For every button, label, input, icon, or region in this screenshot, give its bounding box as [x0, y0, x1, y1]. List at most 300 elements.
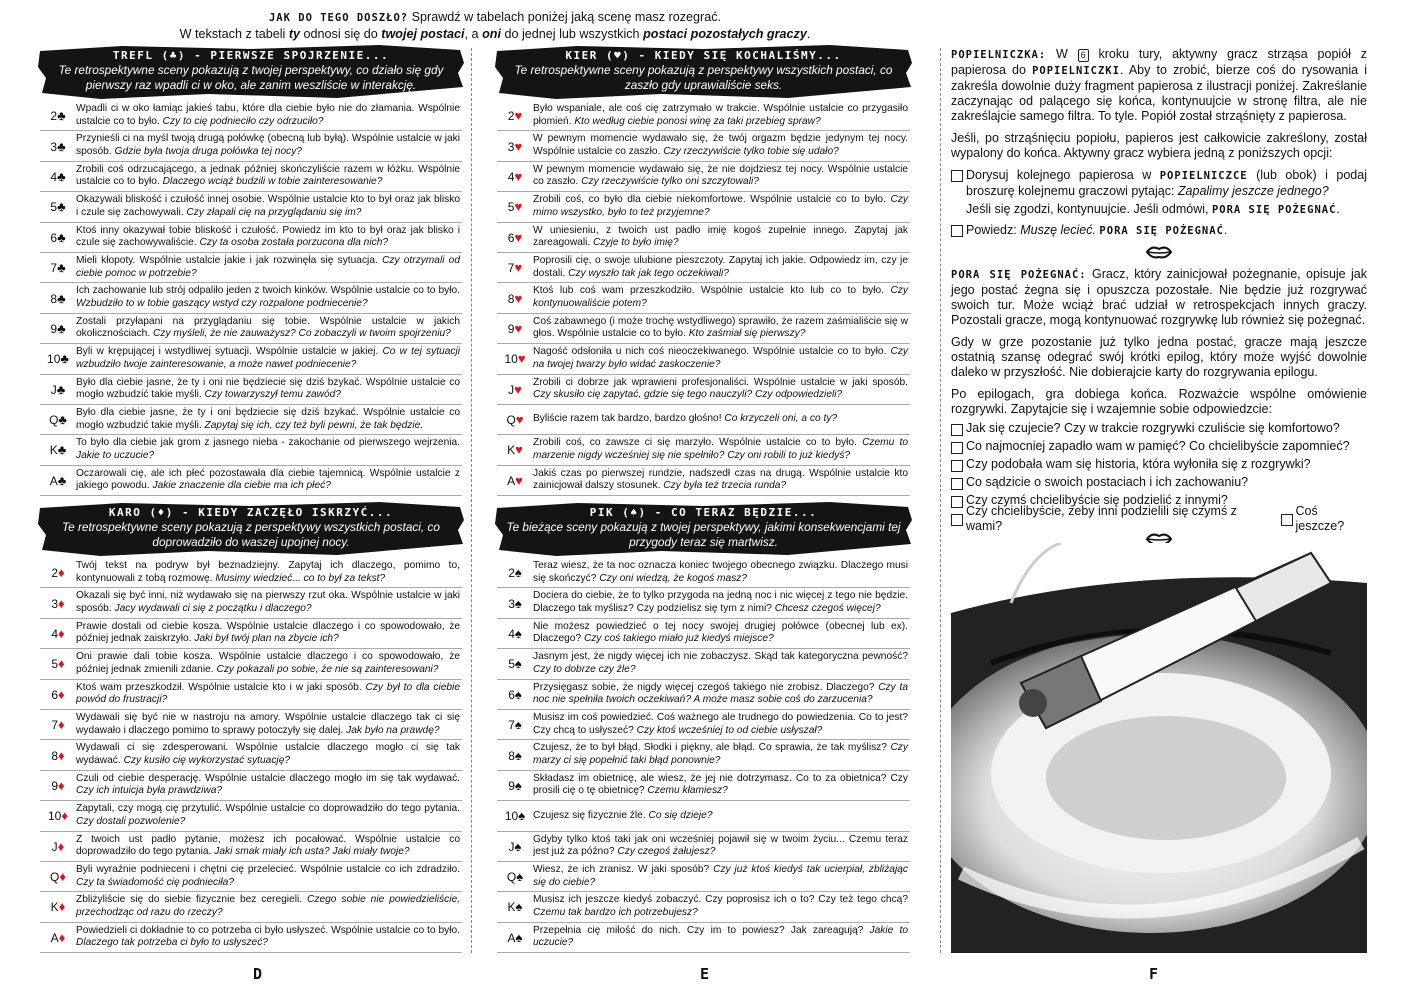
card-rank: 8	[51, 748, 59, 763]
option-question: Muszę lecieć.	[1020, 223, 1096, 237]
checkbox[interactable]	[951, 442, 963, 454]
debrief-question[interactable]	[951, 439, 1367, 454]
table-row	[40, 832, 462, 862]
scene-question: Jakie to uczucie?	[76, 449, 155, 461]
table-row	[497, 619, 910, 649]
scene-text	[76, 590, 462, 615]
card-rank: 9	[50, 321, 58, 336]
scene-description: W pewnym momencie wydawało się, że nie dojdziesz tej nocy. Wspólnie ustalcie co zaszło.	[533, 163, 908, 188]
club-icon: ♣	[57, 290, 66, 306]
table-row	[40, 223, 462, 253]
scene-question: Jaki był twój plan na zbycie ich?	[194, 633, 339, 645]
option-text-part: .	[1336, 202, 1340, 216]
scene-text	[533, 377, 910, 402]
spade-icon: ♠	[514, 656, 522, 672]
scene-question: Musimy wiedzieć... co to był za tekst?	[215, 572, 386, 584]
scene-description: Wiesz, że ich zranisz. W jaki sposób?	[533, 864, 710, 875]
card-label	[40, 139, 76, 154]
section-title: TREFL (♣) - PIERWSZE SPOJRZENIE...	[112, 49, 390, 62]
debrief-questions	[951, 421, 1367, 533]
card-label	[497, 199, 533, 214]
card-rank: 2	[50, 109, 58, 124]
card-label	[497, 839, 533, 854]
scene-text	[76, 864, 462, 889]
card-rank: 6	[51, 687, 59, 702]
scene-text	[533, 925, 910, 950]
scene-question: Czy to cię podnieciło czy odrzuciło?	[162, 115, 324, 127]
section-title: KIER (♥) - KIEDY SIĘ KOCHALIŚMY...	[565, 49, 842, 62]
card-rank: 3	[508, 596, 515, 611]
scene-text	[533, 682, 910, 707]
intro-oni: oni	[482, 27, 501, 41]
card-rank: 3	[51, 596, 59, 611]
card-label	[40, 565, 76, 580]
scene-description: Zrobili coś odrzucającego, a jednak później skończyliście razem w łóżku. Wspólnie ustalcie co to było.	[76, 163, 460, 188]
card-rank: 9	[51, 778, 59, 793]
scene-description: Przynieśli ci na myśl twoją drugą połówkę (obecną lub byłą). Wspólnie ustalcie w jaki sposób.	[76, 133, 460, 158]
scene-text	[76, 894, 462, 919]
scene-text	[533, 413, 839, 426]
question-text: Czy chcielibyście, żeby inni podzielili się czymś z wami?	[966, 503, 1237, 533]
card-label	[40, 260, 76, 275]
card-rank: 8	[50, 291, 58, 306]
card-rank: 4	[50, 169, 58, 184]
table-row	[497, 435, 910, 465]
intro	[0, 9, 990, 42]
diamond-icon: ♦	[58, 656, 65, 672]
spade-icon: ♠	[514, 747, 522, 763]
table-row	[497, 710, 910, 740]
card-label	[40, 442, 76, 457]
scene-question: Czy towarzyszył temu zawód?	[204, 389, 341, 401]
scene-text	[533, 103, 910, 128]
heart-icon: ♥	[514, 290, 523, 306]
scene-question: Czy już ktoś kiedyś tak ucierpiał, zbliżając się do ciebie?	[533, 864, 908, 888]
section-kier	[497, 45, 910, 496]
scene-text	[76, 468, 462, 493]
option-leave[interactable]	[951, 223, 1367, 239]
section-banner	[40, 45, 462, 97]
club-icon: ♣	[57, 472, 67, 488]
option-text-part: Jeśli się zgodzi, kontynuujcie. Jeśli odmówi,	[966, 202, 1212, 216]
card-rank: A	[507, 930, 516, 945]
scene-question: Zapytaj się ich, czy też byli pewni, że tak będzie.	[204, 419, 424, 431]
scene-description: Zbliżyliście się do siebie fizycznie bez ceregieli.	[76, 894, 303, 906]
scene-description: W pewnym momencie wydawało się, że twój orgazm będzie jedynym tej nocy. Wspólnie ustalcie co zaszło.	[533, 133, 908, 158]
scene-text	[76, 682, 462, 707]
card-rank: 7	[508, 718, 515, 733]
card-rank: 7	[51, 718, 59, 733]
scene-text	[533, 194, 910, 219]
card-label	[40, 291, 76, 306]
question-text: Co sądzicie o swoich postaciach i ich zachowaniu?	[966, 475, 1249, 489]
scene-question: Chcesz czegoś więcej?	[774, 603, 881, 615]
card-label	[497, 260, 533, 275]
scene-question: Czy kontynuowaliście potem?	[533, 285, 908, 310]
table-row	[497, 375, 910, 405]
card-label	[40, 108, 76, 123]
card-rank: 10	[504, 809, 519, 824]
scene-text	[533, 225, 910, 250]
spade-icon: ♠	[516, 869, 524, 885]
card-rank: K	[507, 900, 516, 915]
scene-text	[533, 255, 910, 280]
table-row	[497, 862, 910, 892]
rules-burnt-out: Jeśli, po strząśnięciu popiołu, papieros jest całkowicie zakreślony, został wypalony do końca. Aktywny gracz wybiera jedną z poniższych opcji:	[951, 131, 1367, 160]
scene-text	[76, 560, 462, 585]
diamond-icon: ♦	[58, 595, 65, 611]
checkbox[interactable]	[951, 496, 963, 508]
card-label	[40, 230, 76, 245]
scene-text	[533, 834, 910, 859]
card-label	[497, 382, 533, 397]
scene-description: Byli wyraźnie podnieceni i chętni cię przelecieć. Wspólnie ustalcie co ich zdradziło.	[76, 864, 460, 875]
scene-question: Czy mimo wszystko, było to też przyjemne?	[533, 194, 908, 218]
card-label	[40, 778, 76, 793]
option-next-cigarette[interactable]	[951, 168, 1367, 218]
card-rank: 6	[50, 230, 58, 245]
banner-text	[40, 45, 462, 93]
scene-description: W uniesieniu, z twoich ust padło imię kogoś zupełnie innego. Zapytaj jak zareagowali.	[533, 224, 908, 249]
card-rank: J	[50, 382, 57, 397]
heart-icon: ♥	[514, 168, 523, 184]
card-rank: 3	[507, 139, 515, 154]
diamond-icon: ♦	[58, 929, 66, 945]
heart-icon: ♥	[514, 138, 523, 154]
table-row	[497, 892, 910, 922]
card-rank: J	[508, 839, 515, 854]
scene-description: Czujesz, że to był błąd. Słodki i piękny, ale błąd. Co sprawia, że tak myślisz?	[533, 742, 887, 754]
scene-description: Składasz im obietnicę, ale wiesz, że jej nie dotrzymasz. Co to za obietnica? Czy prosili cię o tę obietnicę?	[533, 772, 908, 797]
debrief-question[interactable]	[951, 475, 1367, 490]
intro-pozostalych: postaci pozostałych graczy	[643, 27, 807, 41]
scene-question: Co krzyczeli oni, a co ty?	[724, 413, 838, 425]
scene-question: Czy ktoś wcześniej to od ciebie usłyszał?	[636, 724, 823, 736]
diamond-icon: ♦	[58, 717, 65, 733]
card-label	[497, 291, 533, 306]
scene-description: Nagość odsłoniła u nich coś nieoczekiwanego. Wspólnie ustalcie co to było.	[533, 346, 887, 358]
table-row	[40, 283, 462, 313]
ashtray-illustration	[951, 543, 1367, 953]
scene-text	[533, 864, 910, 889]
scene-description: Wpadli ci w oko łamiąc jakieś tabu, które dla ciebie było nie do złamania. Wspólnie ustalcie co to było.	[76, 103, 460, 127]
checkbox[interactable]	[951, 460, 963, 472]
club-icon: ♣	[57, 199, 66, 215]
spade-icon: ♠	[514, 777, 522, 793]
table-row	[497, 162, 910, 192]
scene-text	[76, 194, 462, 219]
scene-text	[533, 164, 910, 189]
card-rank: 10	[48, 809, 62, 824]
spade-icon: ♠	[514, 565, 522, 581]
card-label	[497, 687, 533, 702]
card-label	[40, 412, 76, 427]
rules-text: W	[1046, 47, 1078, 61]
card-rank: K	[50, 900, 59, 915]
table-row	[497, 923, 910, 953]
table-row	[40, 862, 462, 892]
card-rank: 7	[50, 261, 58, 276]
card-label	[40, 321, 76, 336]
scene-description: Ktoś wam przeszkodził. Wspólnie ustalcie kto i w jaki sposób.	[76, 681, 362, 693]
debrief-question[interactable]	[951, 421, 1367, 436]
term-popielniczki: POPIELNICZKI	[1032, 65, 1120, 77]
option-text-part: Dorysuj kolejnego papierosa w	[966, 168, 1160, 182]
card-label	[40, 869, 76, 884]
scene-description: Czujesz się fizycznie źle.	[533, 809, 646, 821]
term-pora: PORA SIĘ POŻEGNAĆ:	[951, 269, 1087, 281]
table-row	[497, 192, 910, 222]
section-banner	[497, 502, 910, 554]
card-label	[497, 230, 533, 245]
card-rank: 6	[508, 687, 515, 702]
checkbox[interactable]	[951, 478, 963, 490]
card-rank: 3	[50, 139, 58, 154]
table-row	[40, 892, 462, 922]
card-label	[40, 687, 76, 702]
section-banner	[497, 45, 910, 97]
scene-description: Twój tekst na podryw był beznadziejny. Zapytaj ich dlaczego, pomimo to, kontynuowali z tobą rozmowę.	[76, 560, 460, 584]
scene-question: Czy czegoś żałujesz?	[617, 846, 716, 858]
card-label	[497, 930, 533, 945]
scene-description: Musisz ich jeszcze kiedyś zobaczyć. Czy poprosisz ich o to? Czy też tego chcą?	[533, 894, 908, 906]
scene-question: Czy rzeczywiście tylko oni szczytowali?	[581, 176, 759, 188]
card-rank: A	[50, 930, 59, 945]
table-row	[497, 131, 910, 161]
card-label	[497, 169, 533, 184]
card-rank: 5	[507, 200, 515, 215]
scene-text	[76, 742, 462, 767]
table-row	[497, 649, 910, 679]
scene-question: Czy kusiło cię wykorzystać sytuację?	[123, 755, 291, 767]
page-letter-d: D	[253, 965, 263, 983]
option-text-part: .	[1223, 223, 1228, 237]
scene-text	[533, 712, 910, 737]
card-label	[497, 321, 533, 336]
table-row	[497, 801, 910, 831]
scene-description: Z twoich ust padło pytanie, możesz ich pocałować. Wspólnie ustalcie co doprowadziło do tego pytania.	[76, 833, 460, 858]
card-rank: 2	[508, 566, 515, 581]
option-text	[966, 223, 1227, 239]
intro-text: do jednej lub wszystkich	[500, 27, 644, 41]
scene-description: Zrobili coś, co było dla ciebie niekomfortowe. Wspólnie ustalcie co to było.	[533, 194, 886, 206]
card-label	[497, 717, 533, 732]
heart-icon: ♥	[514, 229, 523, 245]
question-text: Co najmocniej zapadło wam w pamięć? Co chcielibyście zapomnieć?	[966, 439, 1350, 453]
banner-text	[497, 502, 910, 550]
scene-text	[533, 133, 910, 158]
card-label	[40, 169, 76, 184]
scene-question: Jakie znaczenie dla ciebie ma ich płeć?	[152, 480, 331, 492]
scene-text	[76, 925, 462, 950]
ashtray-rules	[951, 47, 1367, 554]
scene-text	[76, 255, 462, 280]
card-rank: 8	[508, 748, 515, 763]
table-row	[497, 344, 910, 374]
scene-description: Teraz wiesz, że ta noc oznacza koniec twojego obecnego związku. Dlaczego musi się skończyć?	[533, 560, 908, 584]
table-row	[40, 405, 462, 435]
scene-description: Przysięgasz sobie, że nigdy więcej czegoś takiego nie zrobisz. Dlaczego?	[533, 681, 875, 693]
diamond-icon: ♦	[58, 686, 65, 702]
spade-icon: ♠	[515, 899, 523, 915]
table-row	[40, 619, 462, 649]
card-label	[40, 808, 76, 823]
card-rank: 4	[51, 626, 59, 641]
table-row	[40, 131, 462, 161]
scene-question: Kto zaśmiał się pierwszy?	[688, 328, 806, 340]
table-row	[40, 253, 462, 283]
club-icon: ♣	[58, 412, 67, 428]
scene-question: Czy otrzymali od ciebie pomoc w potrzebie?	[76, 255, 460, 279]
scene-question: Czy wyszło tak jak tego oczekiwali?	[568, 267, 729, 279]
scene-question: Czy ta świadomość cię podnieciła?	[76, 876, 234, 888]
checkbox[interactable]	[951, 424, 963, 436]
scene-description: Okazywali bliskość i czułość innej osobie. Wspólnie ustalcie kto to był oraz jak blisko i czule się zachowywali.	[76, 194, 460, 218]
rules-text: kroku tury, aktywny gracz strząsa popiół z papierosa do	[951, 47, 1367, 77]
scene-description: Było dla ciebie jasne, że ty i oni będziecie się dziś bzykać. Wspólnie ustalcie co mogło wzbudzić takie myśli.	[76, 407, 460, 431]
card-rank: 5	[50, 200, 58, 215]
scene-text	[76, 437, 462, 462]
scene-text	[533, 285, 910, 310]
debrief-question[interactable]	[951, 457, 1367, 472]
page-letter-f: F	[1149, 965, 1159, 983]
rules-popielniczka	[951, 47, 1367, 124]
section-title: KARO (♦) - KIEDY ZACZĘŁO ISKRZYĆ...	[108, 506, 394, 519]
scene-description: Wydawali ci się zdesperowani. Wspólnie ustalcie dlaczego mogło ci się tak wydawać.	[76, 742, 460, 767]
diamond-icon: ♦	[61, 808, 68, 824]
scene-text	[533, 346, 910, 371]
heart-icon: ♥	[515, 412, 524, 428]
card-label	[40, 748, 76, 763]
card-rank: 4	[508, 626, 515, 641]
intro-title: JAK DO TEGO DOSZŁO?	[268, 12, 409, 24]
table-row	[40, 466, 462, 496]
checkbox[interactable]	[1281, 514, 1293, 526]
scene-description: Poprosili cię, o swoje ulubione pieszczoty. Zapytaj ich jakie. Odpowiedz im, czy je dostali.	[533, 255, 908, 279]
checkbox[interactable]	[951, 170, 963, 182]
scene-text	[76, 773, 462, 798]
scene-text	[76, 621, 462, 646]
debrief-question[interactable]	[951, 503, 1367, 533]
section-title: PIK (♠) - CO TERAZ BĘDZIE...	[589, 506, 818, 519]
scene-description: Nie możesz powiedzieć o tej nocy swojej drugiej połówce (obecnej lub ex). Dlaczego?	[533, 620, 908, 645]
scene-text	[533, 590, 910, 615]
term-popielniczka: POPIELNICZKA:	[951, 49, 1047, 61]
card-rank: 4	[507, 169, 515, 184]
table-row	[497, 223, 910, 253]
card-rank: 9	[507, 321, 515, 336]
intro-line1: Sprawdź w tabelach poniżej jaką scenę masz rozegrać.	[408, 10, 721, 24]
heart-icon: ♥	[514, 320, 523, 336]
scene-question: Czy była też trzecia runda?	[663, 480, 787, 492]
step-badge: 6	[1078, 49, 1089, 62]
page-letter-e: E	[700, 965, 710, 983]
scene-question: Czy coś takiego miało już kiedyś miejsce?	[583, 633, 774, 645]
table-row	[497, 253, 910, 283]
checkbox[interactable]	[951, 225, 963, 237]
card-rank: 2	[507, 109, 515, 124]
card-rank: 10	[504, 352, 518, 367]
card-label	[40, 596, 76, 611]
scene-question: Czy skusiło cię zapytać, gdzie się tego nauczyli? Czy odpowiedzieli?	[533, 389, 843, 401]
scene-description: Gdyby tylko ktoś taki jak oni wcześniej pojawił się w twoim życiu... Czemu teraz jest już za późno?	[533, 833, 908, 858]
table-row	[40, 435, 462, 465]
scene-description: Oczarowali cię, ale ich płeć pozostawała dla ciebie tajemnicą. Wspólnie ustalcie z jakiego powodu.	[76, 467, 460, 492]
section-subtitle: Te retrospektywne sceny pokazują z twojej perspektywy, co działo się gdy pierwszy raz wpadli ci w oko, ale zanim weszliście w interakcję.	[58, 63, 444, 92]
scene-text	[533, 651, 910, 676]
table-row	[497, 680, 910, 710]
scene-question: Dlaczego tak potrzeba ci było to usłyszeć?	[76, 937, 268, 949]
scene-description: Ktoś lub coś wam przeszkodziło. Wspólnie ustalcie kto lub co to było.	[533, 285, 884, 297]
spade-icon: ♠	[515, 929, 523, 945]
scene-text	[76, 285, 462, 310]
scene-description: Coś zabawnego (i może trochę wstydliwego) sprawiło, że razem zaśmialiście się w głos. Wspólnie ustalcie co to było.	[533, 315, 908, 340]
scene-question: Jak było na prawdę?	[346, 724, 440, 736]
card-label	[497, 565, 533, 580]
card-rank: 2	[51, 566, 59, 581]
scene-question: Czemu tak bardzo ich potrzebujesz?	[533, 906, 698, 918]
club-icon: ♣	[57, 138, 66, 154]
option-text-part	[966, 202, 1367, 218]
table-row	[40, 344, 462, 374]
card-label	[40, 899, 76, 914]
diamond-icon: ♦	[58, 777, 65, 793]
card-rank: Q	[50, 870, 60, 885]
scene-question: Czy ta noc nie spełniła twoich oczekiwań? A może masz sobie coś do zarzucenia?	[533, 681, 908, 706]
extra-option[interactable]	[1281, 504, 1367, 534]
card-label	[40, 473, 76, 488]
card-label	[497, 869, 533, 884]
scene-text	[76, 834, 462, 859]
table-row	[40, 375, 462, 405]
scene-text	[533, 560, 910, 585]
scene-question: Wzbudziło to w tobie gaszący wstyd czy rozpalone podniecenie?	[76, 298, 368, 310]
card-label	[40, 626, 76, 641]
scene-text	[76, 712, 462, 737]
card-rank: A	[507, 473, 516, 488]
table-row	[40, 101, 462, 131]
club-icon: ♣	[57, 168, 66, 184]
intro-text: odnosi się do	[300, 27, 382, 41]
heart-icon: ♥	[514, 381, 522, 397]
diamond-icon: ♦	[58, 899, 66, 915]
intro-ty: ty	[288, 27, 301, 41]
card-rank: Q	[49, 413, 59, 428]
checkbox[interactable]	[951, 514, 963, 526]
page-divider	[940, 48, 941, 953]
spade-icon: ♠	[514, 625, 522, 641]
scene-text	[76, 407, 462, 432]
scene-description: Zrobili coś, co zawsze ci się marzyło. Wspólnie ustalcie co to było.	[533, 437, 857, 449]
scene-question: Czy oni wiedzą, że kogoś masz?	[599, 572, 748, 584]
club-icon: ♣	[57, 229, 66, 245]
scene-question: Czy ich intuicja była prawdziwa?	[76, 785, 223, 797]
card-label	[497, 412, 533, 427]
card-rank: K	[507, 443, 516, 458]
scene-question: Czemu kłamiesz?	[647, 785, 728, 797]
table-row	[40, 649, 462, 679]
scene-text	[76, 651, 462, 676]
card-label	[497, 596, 533, 611]
scene-description: Zrobili ci dobrze jak wprawieni profesjonaliści. Wspólnie ustalcie w jaki sposób.	[533, 376, 908, 388]
table-row	[40, 588, 462, 618]
spade-icon: ♠	[514, 717, 522, 733]
card-label	[497, 626, 533, 641]
question-text: Czy podobała wam się historia, która wyłoniła się z rozgrywki?	[966, 457, 1311, 471]
card-label	[497, 108, 533, 123]
scene-description: Przepełnia cię miłość do nich. Czy im to powiesz? Jak zareagują?	[533, 924, 864, 936]
scene-description: Ktoś inny okazywał tobie bliskość i czułość. Powiedz im kto to był oraz jak blisko i czule się zachowywaliście.	[76, 224, 460, 249]
